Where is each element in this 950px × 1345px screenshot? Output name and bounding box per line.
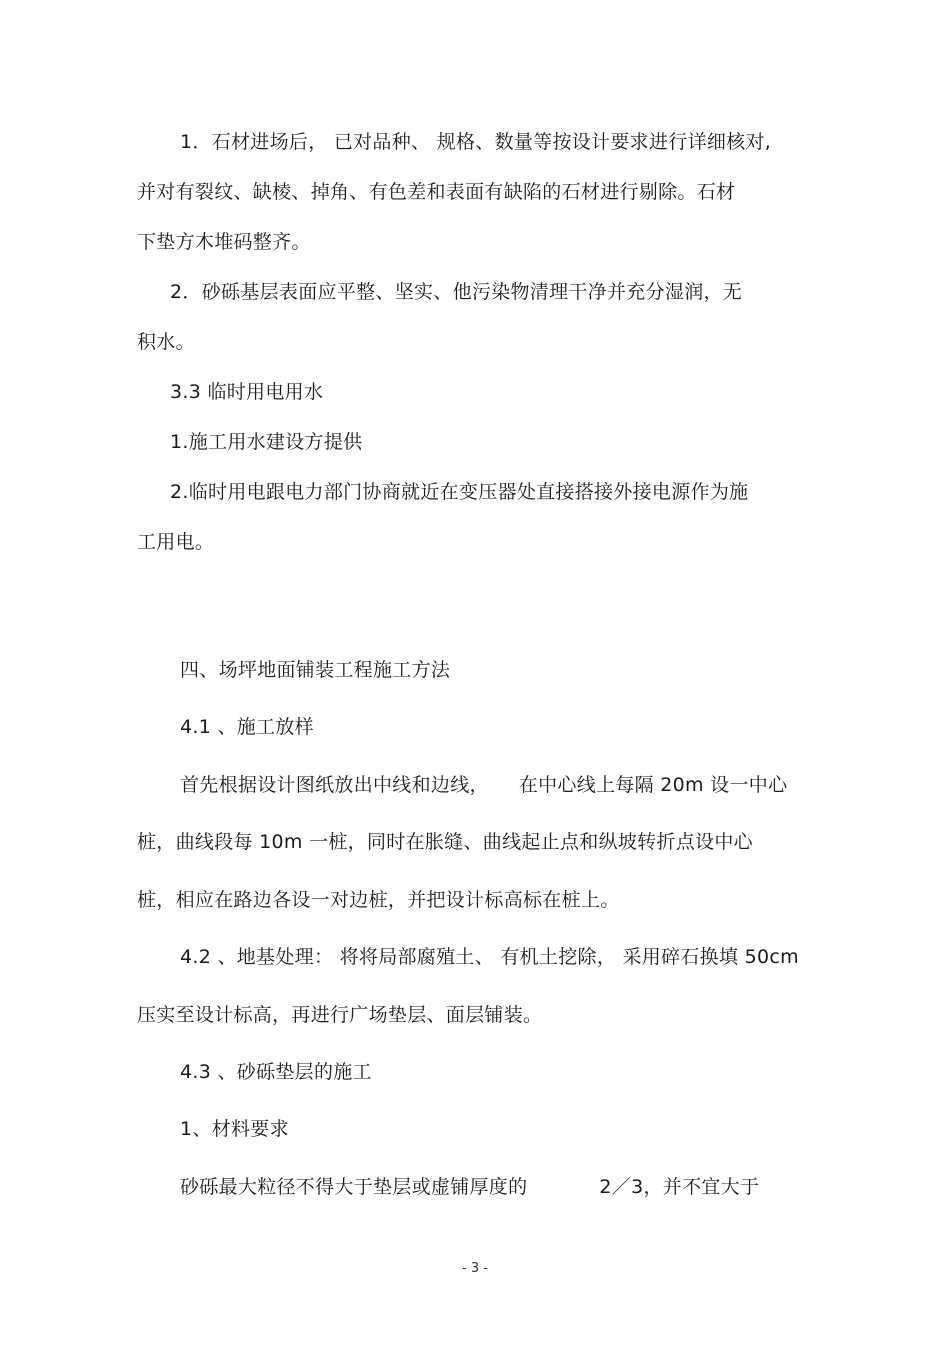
section-4-heading: 四、场坪地面铺装工程施工方法 [180, 659, 451, 681]
page-number: - 3 - [462, 1261, 488, 1276]
subsection-4-3-heading: 4.3 、砂砾垫层的施工 [180, 1061, 372, 1083]
power-line2: 工用电。 [137, 531, 215, 553]
item1-line3: 下垫方木堆码整齐。 [137, 231, 311, 253]
item2-line2: 积水。 [137, 331, 195, 353]
materials-line-part-b: 2／3，并不宜大于 [599, 1176, 760, 1198]
subsection-3-3-heading: 3.3 临时用电用水 [170, 381, 324, 403]
layout-line2: 桩，曲线段每 10m 一桩，同时在胀缝、曲线起止点和纵坡转折点设中心 [137, 831, 753, 853]
layout-line1 [180, 773, 787, 797]
item1-line2: 并对有裂纹、缺棱、掉角、有色差和表面有缺陷的石材进行剔除。石材 [137, 181, 736, 203]
layout-line1-part-b: 在中心线上每隔 20m 设一中心 [518, 774, 788, 796]
materials-line [180, 1175, 759, 1199]
materials-line-part-a: 砂砾最大粒径不得大于垫层或虚铺厚度的 [180, 1176, 528, 1198]
power-line1: 2.临时用电跟电力部门协商就近在变压器处直接搭接外接电源作为施 [170, 481, 749, 503]
foundation-line1: 4.2 、地基处理： 将将局部腐殖土、 有机土挖除， 采用碎石换填 50cm [180, 946, 799, 968]
item2-line1: 2．砂砾基层表面应平整、坚实、他污染物清理干净并充分湿润，无 [170, 281, 743, 303]
subsection-4-1-heading: 4.1 、施工放样 [180, 716, 314, 738]
water-supply-item: 1.施工用水建设方提供 [170, 431, 363, 453]
layout-line1-part-a: 首先根据设计图纸放出中线和边线， [180, 774, 489, 796]
layout-line3: 桩，相应在路边各设一对边桩，并把设计标高标在桩上。 [137, 889, 620, 911]
foundation-line2: 压实至设计标高，再进行广场垫层、面层铺装。 [137, 1004, 543, 1026]
materials-heading: 1、材料要求 [180, 1118, 289, 1140]
item1-line1: 1．石材进场后， 已对品种、 规格、数量等按设计要求进行详细核对, [180, 131, 772, 153]
